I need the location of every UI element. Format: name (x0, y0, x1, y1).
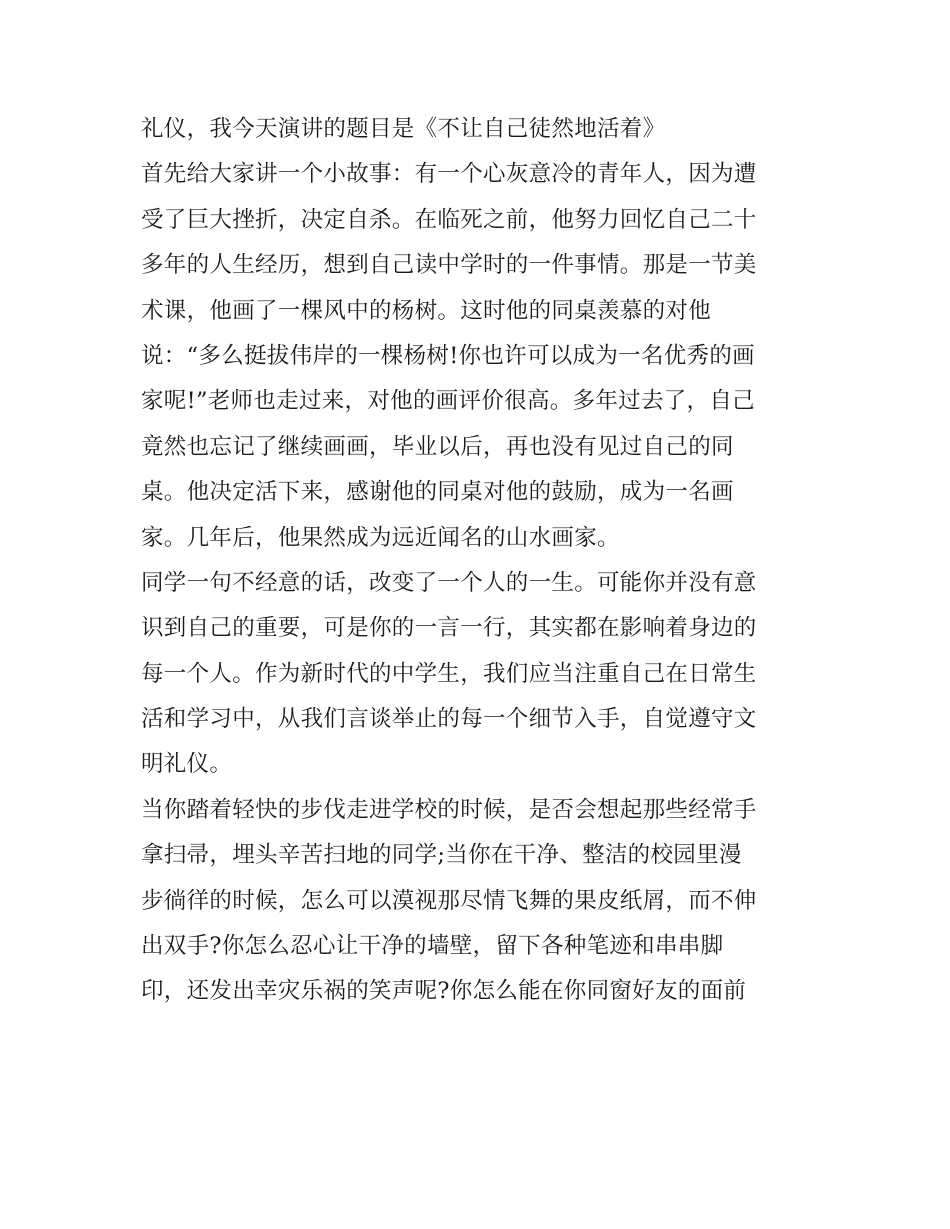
text-line: 受了巨大挫折，决定自杀。在临死之前，他努力回忆自己二十 (141, 206, 757, 233)
text-line: 家。几年后，他果然成为远近闻名的山水画家。 (141, 524, 620, 551)
text-line: 出双手?你怎么忍心让干净的墙壁，留下各种笔迹和串串脚 (141, 933, 724, 960)
text-line: 每一个人。作为新时代的中学生，我们应当注重自己在日常生 (141, 660, 757, 687)
text-line: 拿扫帚，埋头辛苦扫地的同学;当你在干净、整洁的校园里漫 (141, 842, 742, 869)
text-line: 识到自己的重要，可是你的一言一行，其实都在影响着身边的 (141, 615, 757, 642)
text-line: 家呢!”老师也走过来，对他的画评价很高。多年过去了，自己 (141, 388, 755, 415)
text-line: 明礼仪。 (141, 751, 233, 778)
text-line: 当你踏着轻快的步伐走进学校的时候，是否会想起那些经常手 (141, 796, 757, 823)
text-line: 礼仪，我今天演讲的题目是《不让自己徒然地活着》 (141, 116, 666, 142)
text-line: 竟然也忘记了继续画画，毕业以后，再也没有见过自己的同 (141, 433, 734, 460)
text-line: 同学一句不经意的话，改变了一个人的一生。可能你并没有意 (141, 569, 757, 596)
text-line: 首先给大家讲一个小故事：有一个心灰意冷的青年人，因为遭 (141, 161, 757, 188)
text-line: 活和学习中，从我们言谈举止的每一个细节入手，自觉遵守文 (141, 706, 757, 733)
text-line: 术课，他画了一棵风中的杨树。这时他的同桌羡慕的对他 (141, 297, 712, 324)
text-line: 说：“多么挺拔伟岸的一棵杨树!你也许可以成为一名优秀的画 (141, 342, 755, 369)
text-line: 步徜徉的时候，怎么可以漠视那尽情飞舞的果皮纸屑，而不伸 (141, 887, 757, 914)
speech-text (141, 107, 831, 1015)
text-line: 多年的人生经历，想到自己读中学时的一件事情。那是一节美 (141, 252, 757, 279)
text-line: 印，还发出幸灾乐祸的笑声呢?你怎么能在你同窗好友的面前 (141, 978, 747, 1005)
text-line: 桌。他决定活下来，感谢他的同桌对他的鼓励，成为一名画 (141, 479, 734, 506)
